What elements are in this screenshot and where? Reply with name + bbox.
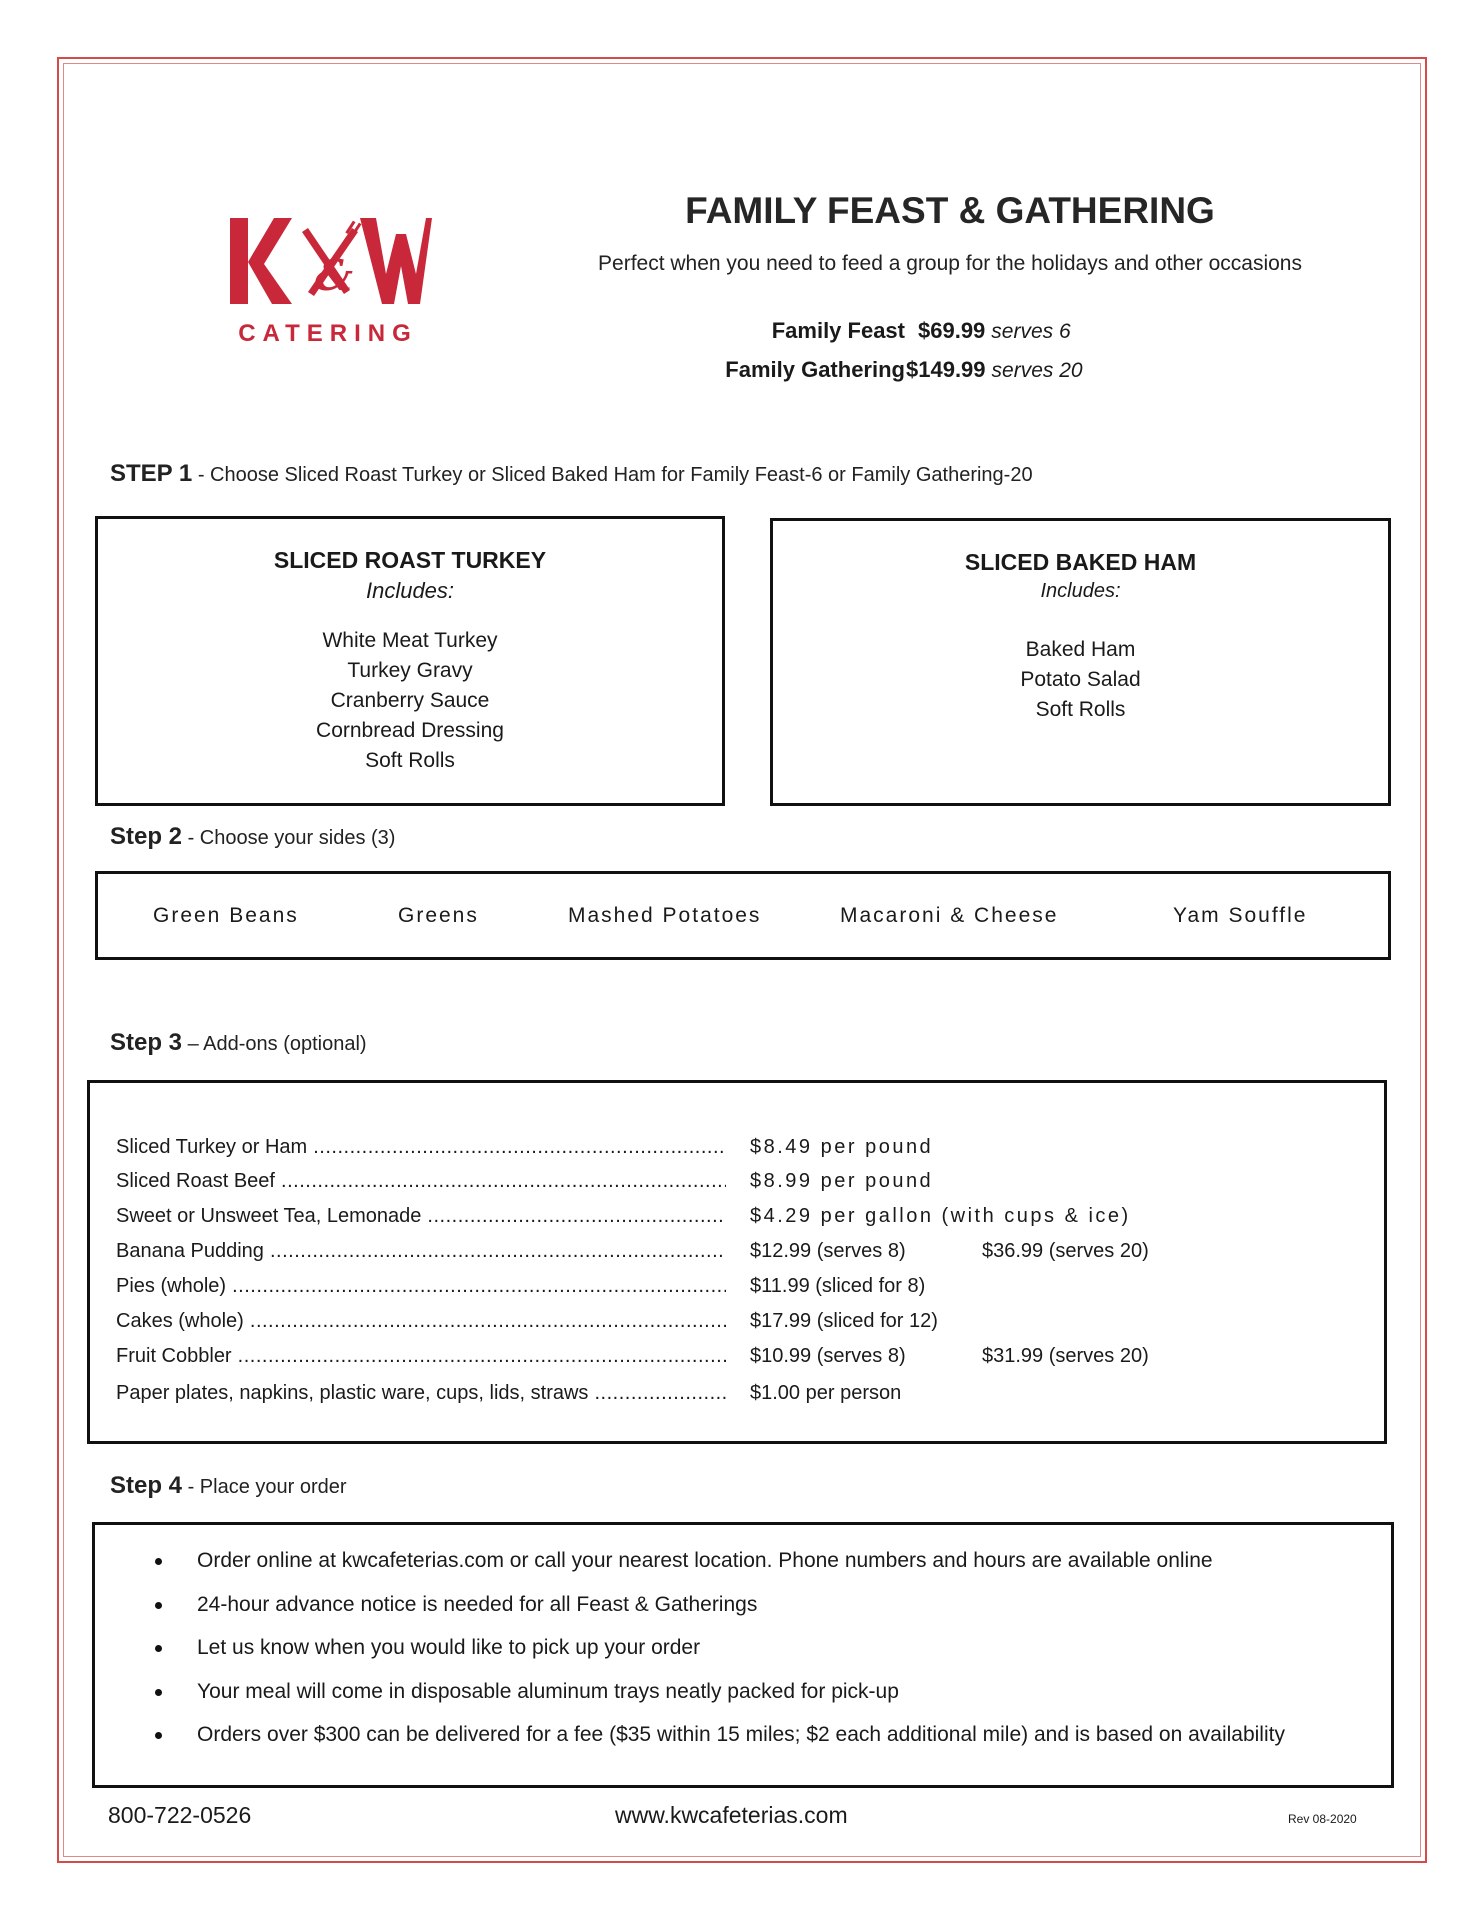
addon-row (116, 1345, 1156, 1375)
step3-heading (110, 1029, 367, 1057)
step2-label: Step 2 (110, 823, 183, 850)
addon-row (116, 1240, 1156, 1270)
footer-phone: 800-722-0526 (108, 1802, 252, 1828)
list-item: Soft Rolls (1035, 698, 1126, 721)
bullet-icon (155, 1689, 162, 1696)
price-row-family-feast (600, 318, 1300, 348)
addon-row (116, 1136, 1156, 1166)
turkey-includes-label: Includes: (365, 578, 455, 603)
bullet-text: Let us know when you would like to pick up your order (197, 1636, 701, 1659)
step3-label: Step 3 (110, 1029, 183, 1056)
order-info-box (92, 1522, 1394, 1788)
addon-row (116, 1170, 1156, 1200)
addon-price: $17.99 (sliced for 12) (750, 1310, 938, 1332)
turkey-title: SLICED ROAST TURKEY (273, 547, 547, 573)
addon-price: $10.99 (serves 8) (750, 1345, 906, 1367)
ham-title: SLICED BAKED HAM (964, 549, 1197, 575)
bullet-text: Your meal will come in disposable aluminum trays neatly packed for pick-up (197, 1680, 899, 1703)
bullet-icon (155, 1602, 162, 1609)
addon-price: $8.49 per pound (750, 1136, 934, 1158)
step3-text: – Add-ons (optional) (182, 1033, 367, 1055)
addon-price-large: $31.99 (serves 20) (982, 1345, 1149, 1367)
package-price-group (906, 357, 1083, 383)
kw-catering-logo (218, 212, 438, 352)
side-option: Macaroni & Cheese (840, 904, 1059, 927)
logo-subtitle: CATERING (238, 320, 418, 347)
addon-name: Fruit Cobbler ..... (116, 1345, 726, 1368)
addon-name: Paper plates, napkins, plastic ware, cups, lids, straws ..... (116, 1382, 726, 1405)
step1-heading (110, 460, 1033, 488)
package-name: Family Feast (771, 318, 905, 343)
step2-text: - Choose your sides (3) (182, 827, 396, 849)
bullet-icon (155, 1732, 162, 1739)
addon-name: Cakes (whole) ..... (116, 1310, 726, 1333)
ham-items (773, 635, 1388, 725)
bullet-icon (155, 1645, 162, 1652)
ham-option-box (770, 518, 1391, 806)
ham-includes-label: Includes: (1040, 580, 1121, 602)
sides-box (95, 871, 1391, 960)
addon-price: $12.99 (serves 8) (750, 1240, 906, 1262)
addons-box (87, 1080, 1387, 1444)
package-name: Family Gathering (725, 357, 905, 382)
addon-row (116, 1275, 1156, 1305)
step1-label: STEP 1 (110, 460, 193, 487)
addon-price: $1.00 per person (750, 1382, 902, 1404)
footer-revision: Rev 08-2020 (1288, 1812, 1357, 1826)
package-serves: serves 20 (991, 359, 1083, 382)
list-item: Turkey Gravy (347, 659, 473, 682)
bullet-text: 24-hour advance notice is needed for all Feast & Gatherings (197, 1593, 758, 1616)
list-item: Cranberry Sauce (330, 689, 490, 712)
bullet-text: Order online at kwcafeterias.com or call your nearest location. Phone numbers and hours are available online (197, 1549, 1213, 1572)
price-row-family-gathering (600, 357, 1300, 387)
page-title: FAMILY FEAST & GATHERING (685, 190, 1215, 231)
list-item: White Meat Turkey (322, 629, 498, 652)
step1-text: - Choose Sliced Roast Turkey or Sliced Baked Ham for Family Feast-6 or Family Gathering-20 (192, 464, 1033, 486)
side-option: Yam Souffle (1173, 904, 1308, 927)
list-item: Baked Ham (1025, 638, 1136, 661)
package-serves: serves 6 (991, 320, 1071, 343)
step4-heading (110, 1472, 347, 1500)
side-option: Mashed Potatoes (568, 904, 762, 927)
addon-name: Banana Pudding ..... (116, 1240, 726, 1263)
svg-text:&: & (315, 251, 353, 300)
step4-text: - Place your order (182, 1476, 347, 1498)
bullet-icon (155, 1558, 162, 1565)
addon-name: Sliced Turkey or Ham ..... (116, 1136, 726, 1159)
side-option: Greens (398, 904, 479, 927)
list-item: Potato Salad (1020, 668, 1141, 691)
package-price: $149.99 (906, 357, 986, 382)
step4-label: Step 4 (110, 1472, 183, 1499)
addon-row (116, 1310, 1156, 1340)
step2-heading (110, 823, 395, 851)
footer-website[interactable]: www.kwcafeterias.com (615, 1802, 848, 1828)
list-item: Cornbread Dressing (316, 719, 504, 742)
addon-price: $4.29 per gallon (with cups & ice) (750, 1205, 1131, 1227)
addon-name: Pies (whole) ..... (116, 1275, 726, 1298)
turkey-items (98, 626, 722, 776)
list-item: Soft Rolls (365, 749, 455, 772)
addon-price: $8.99 per pound (750, 1170, 934, 1192)
package-price: $69.99 (918, 318, 986, 343)
addon-row (116, 1205, 1156, 1235)
page-subtitle: Perfect when you need to feed a group for the holidays and other occasions (598, 252, 1302, 275)
addon-price: $11.99 (sliced for 8) (750, 1275, 926, 1297)
addon-price-large: $36.99 (serves 20) (982, 1240, 1149, 1262)
addon-name: Sweet or Unsweet Tea, Lemonade ..... (116, 1205, 726, 1228)
side-option: Green Beans (153, 904, 299, 927)
kw-logo-mark (222, 212, 432, 312)
addon-row (116, 1382, 1156, 1412)
addon-name: Sliced Roast Beef ..... (116, 1170, 726, 1193)
package-price-group (918, 318, 1071, 344)
bullet-text: Orders over $300 can be delivered for a fee ($35 within 15 miles; $2 each additional mile) and is based on availability (197, 1723, 1285, 1746)
turkey-option-box (95, 516, 725, 806)
